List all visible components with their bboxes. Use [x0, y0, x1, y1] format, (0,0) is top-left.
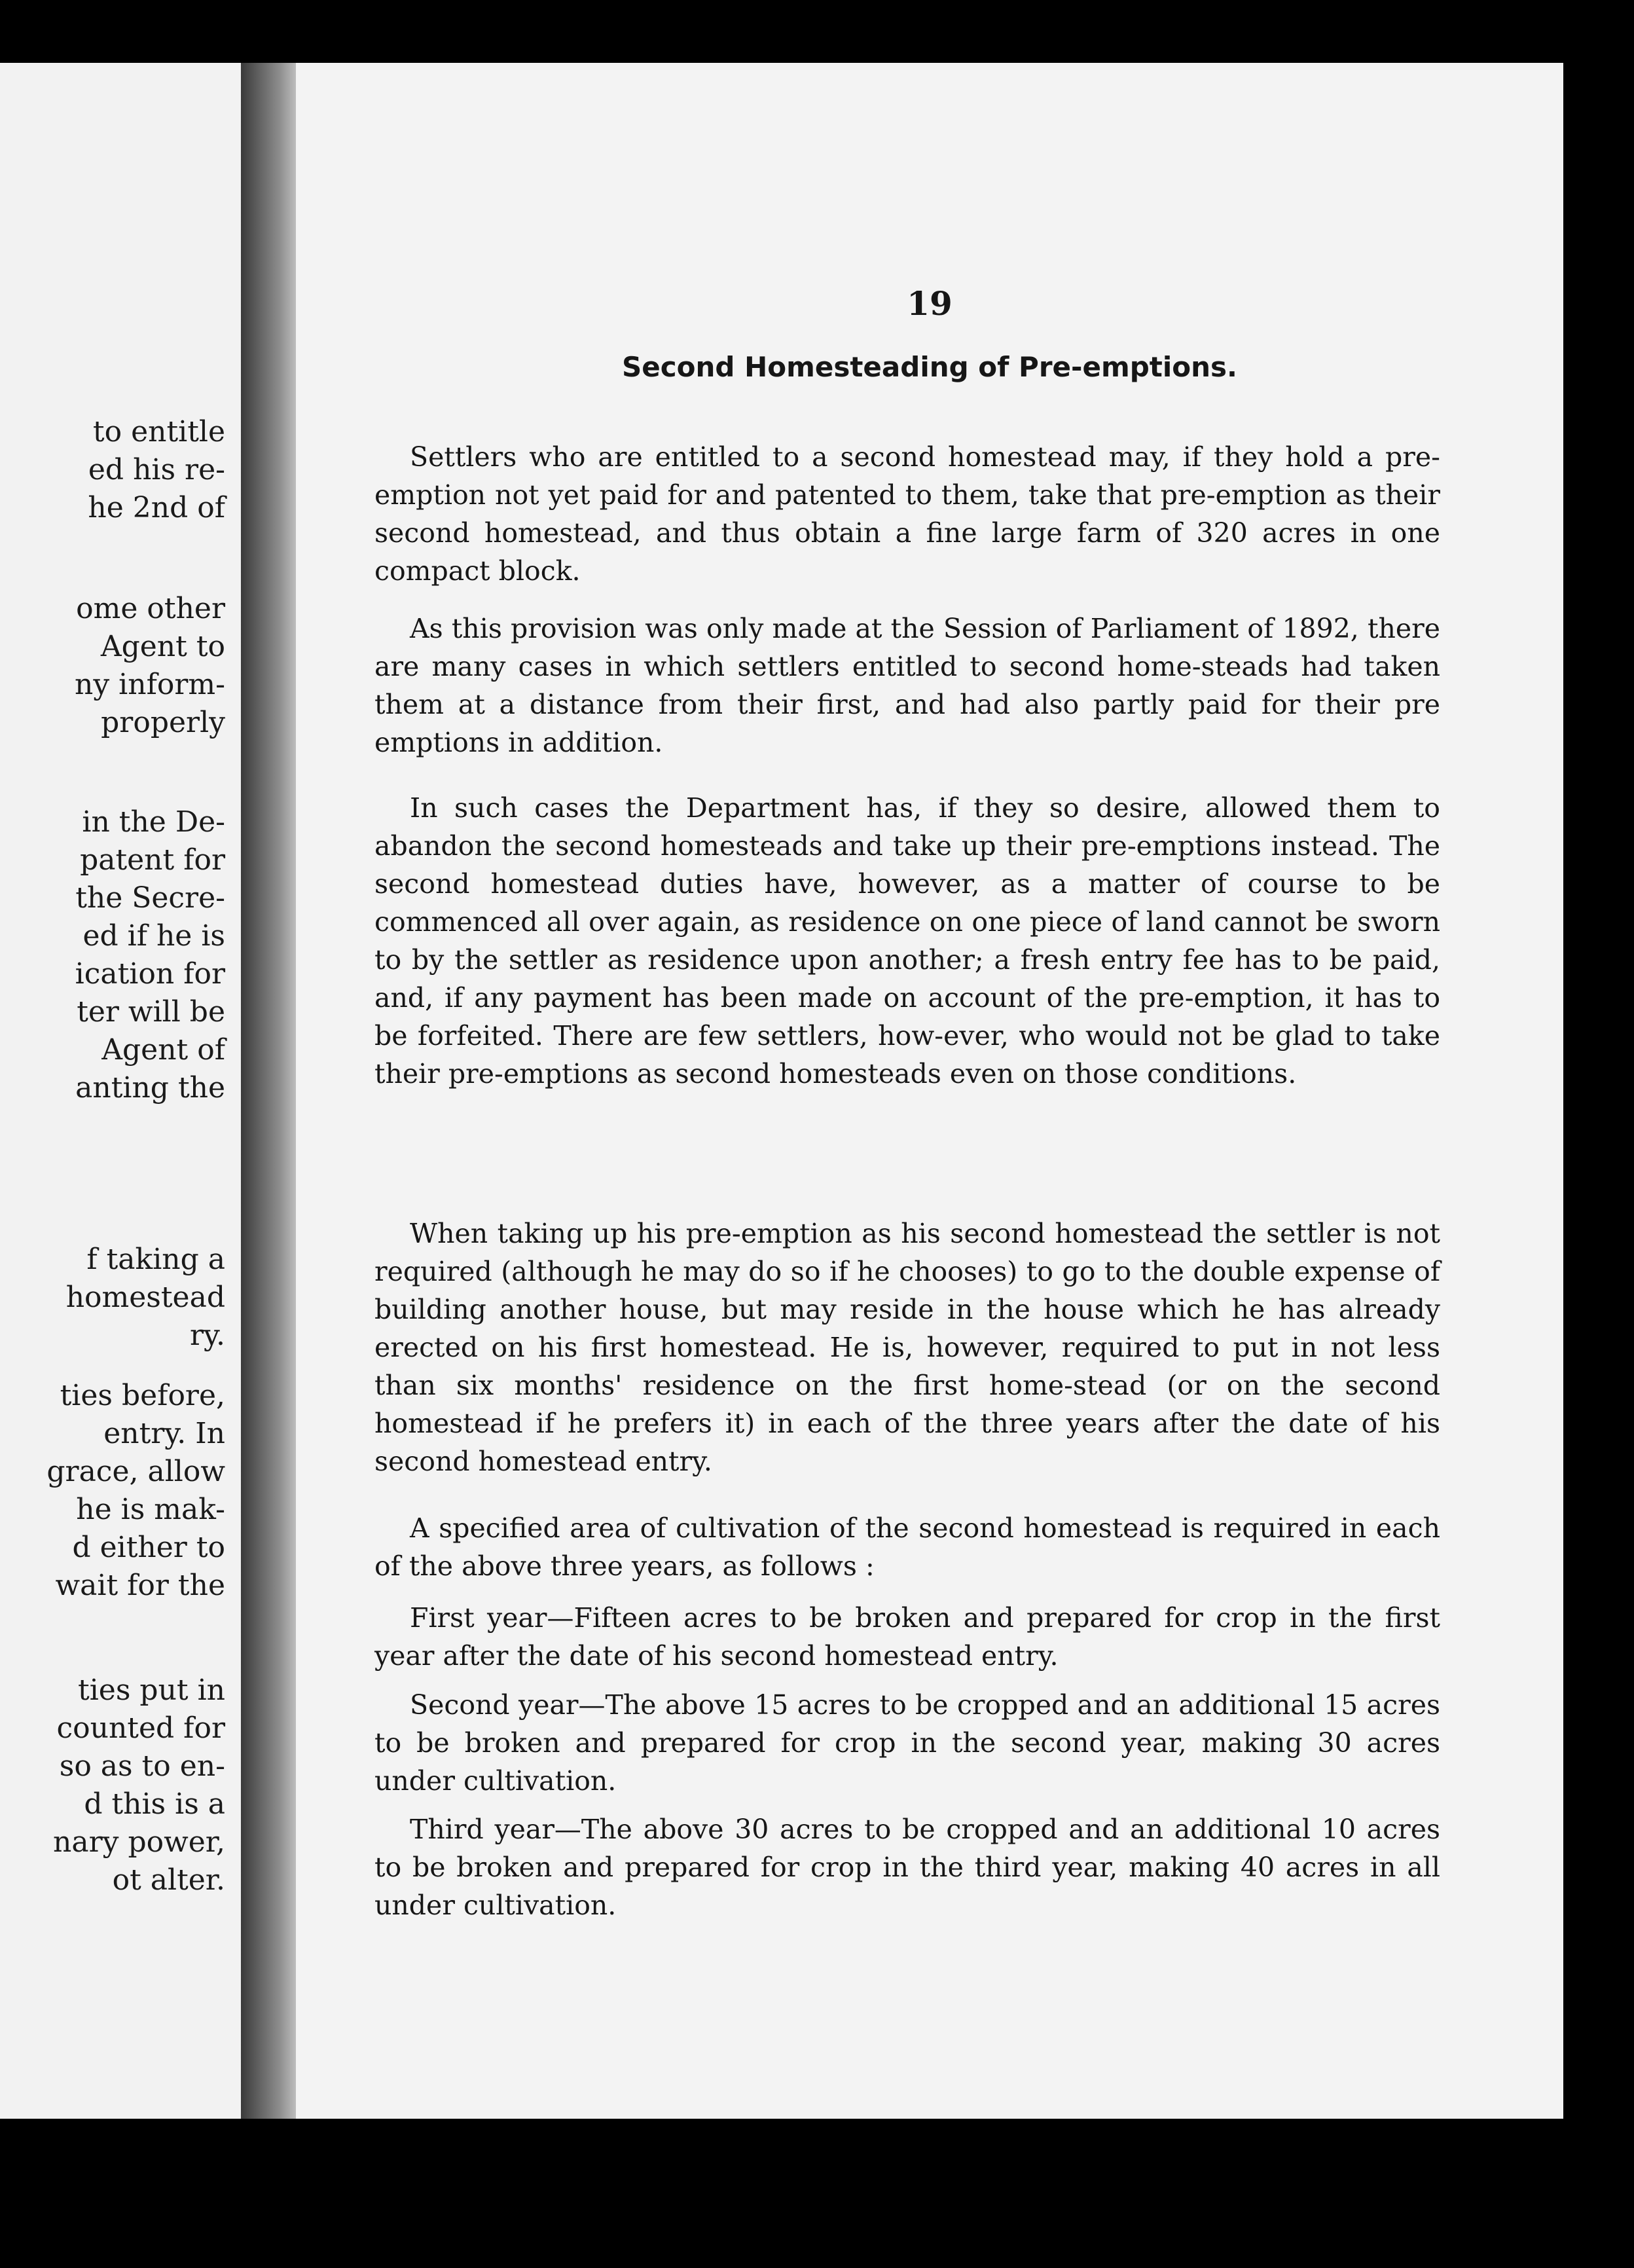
paragraph: A specified area of cultivation of the second homestead is required in each of the above three years, as follows :: [374, 1512, 1440, 1582]
facing-page-line: entry. In: [103, 1417, 225, 1450]
facing-page-line: d either to: [72, 1531, 225, 1564]
facing-page-line: ties put in: [78, 1674, 225, 1707]
paragraph: First year—Fifteen acres to be broken and prepared for crop in the first year after the date of his second homestead entry.: [374, 1602, 1440, 1672]
facing-page-line: anting the: [75, 1071, 225, 1105]
facing-page-line: so as to en-: [59, 1749, 225, 1783]
facing-page-line: wait for the: [55, 1569, 225, 1602]
facing-page-line: he is mak-: [76, 1493, 225, 1526]
facing-page-line: grace, allow: [46, 1455, 225, 1488]
facing-page-line: ties before,: [60, 1379, 225, 1412]
facing-page-line: nary power,: [53, 1825, 225, 1859]
main-page: [296, 63, 1563, 2119]
page-number: 19: [907, 284, 953, 323]
facing-page-line: Agent of: [101, 1033, 225, 1067]
book-gutter: [241, 63, 296, 2119]
section-heading: Second Homesteading of Pre-emptions.: [622, 351, 1237, 383]
facing-page-line: to entitle: [92, 415, 225, 448]
facing-page-line: patent for: [80, 843, 225, 877]
facing-page-line: ed if he is: [82, 919, 225, 953]
facing-page-line: ny inform-: [75, 668, 225, 701]
paragraph: In such cases the Department has, if they so desire, allowed them to abandon the second homesteads and take up their pre-emptions instead. The second homestead duties have, however, as a matter of course to be commenced all over again, as residence on one piece of land cannot be sworn to by the settler as residence upon another; a fresh entry fee has to be paid, and, if any payment has been made on account of the pre-emption, it has to be forfeited. There are few settlers, how-ever, who would not be glad to take their pre-emptions as second homesteads even on those conditions.: [374, 792, 1440, 1089]
paragraph: Third year—The above 30 acres to be cropped and an additional 10 acres to be broken and prepared for crop in the third year, making 40 acres in all under cultivation.: [374, 1814, 1440, 1921]
facing-page-line: ome other: [76, 592, 225, 625]
paragraph: As this provision was only made at the Session of Parliament of 1892, there are many cases in which settlers entitled to second home-steads had taken them at a distance from their first, and had also partly paid for their pre emptions in addition.: [374, 613, 1440, 758]
facing-page-line: properly: [101, 706, 225, 739]
facing-page-line: counted for: [56, 1711, 225, 1745]
facing-page-line: ot alter.: [112, 1863, 225, 1897]
facing-page-line: the Secre-: [75, 881, 225, 915]
facing-page-line: f taking a: [86, 1243, 225, 1276]
paragraph: Second year—The above 15 acres to be cropped and an additional 15 acres to be broken and prepared for crop in the second year, making 30 acres under cultivation.: [374, 1689, 1440, 1797]
facing-page-line: ication for: [75, 957, 225, 991]
facing-page-line: ed his re-: [88, 453, 225, 486]
facing-page-line: homestead: [65, 1281, 225, 1314]
facing-page-line: ter will be: [77, 995, 225, 1029]
paragraph: Settlers who are entitled to a second homestead may, if they hold a pre-emption not yet paid for and patented to them, take that pre-emption as their second homestead, and thus obtain a fine large farm of 320 acres in one compact block.: [374, 441, 1440, 587]
facing-page-line: Agent to: [100, 630, 225, 663]
facing-page-left: [0, 63, 241, 2119]
paragraph: When taking up his pre-emption as his second homestead the settler is not required (although he may do so if he chooses) to go to the double expense of building another house, but may reside in the house which he has already erected on his first homestead. He is, however, required to put in not less than six months' residence on the first home-stead (or on the second homestead if he prefers it) in each of the three years after the date of his second homestead entry.: [374, 1218, 1440, 1477]
facing-page-line: he 2nd of: [88, 491, 225, 524]
facing-page-line: ry.: [189, 1319, 225, 1352]
facing-page-line: d this is a: [84, 1787, 225, 1821]
facing-page-line: in the De-: [82, 805, 225, 839]
